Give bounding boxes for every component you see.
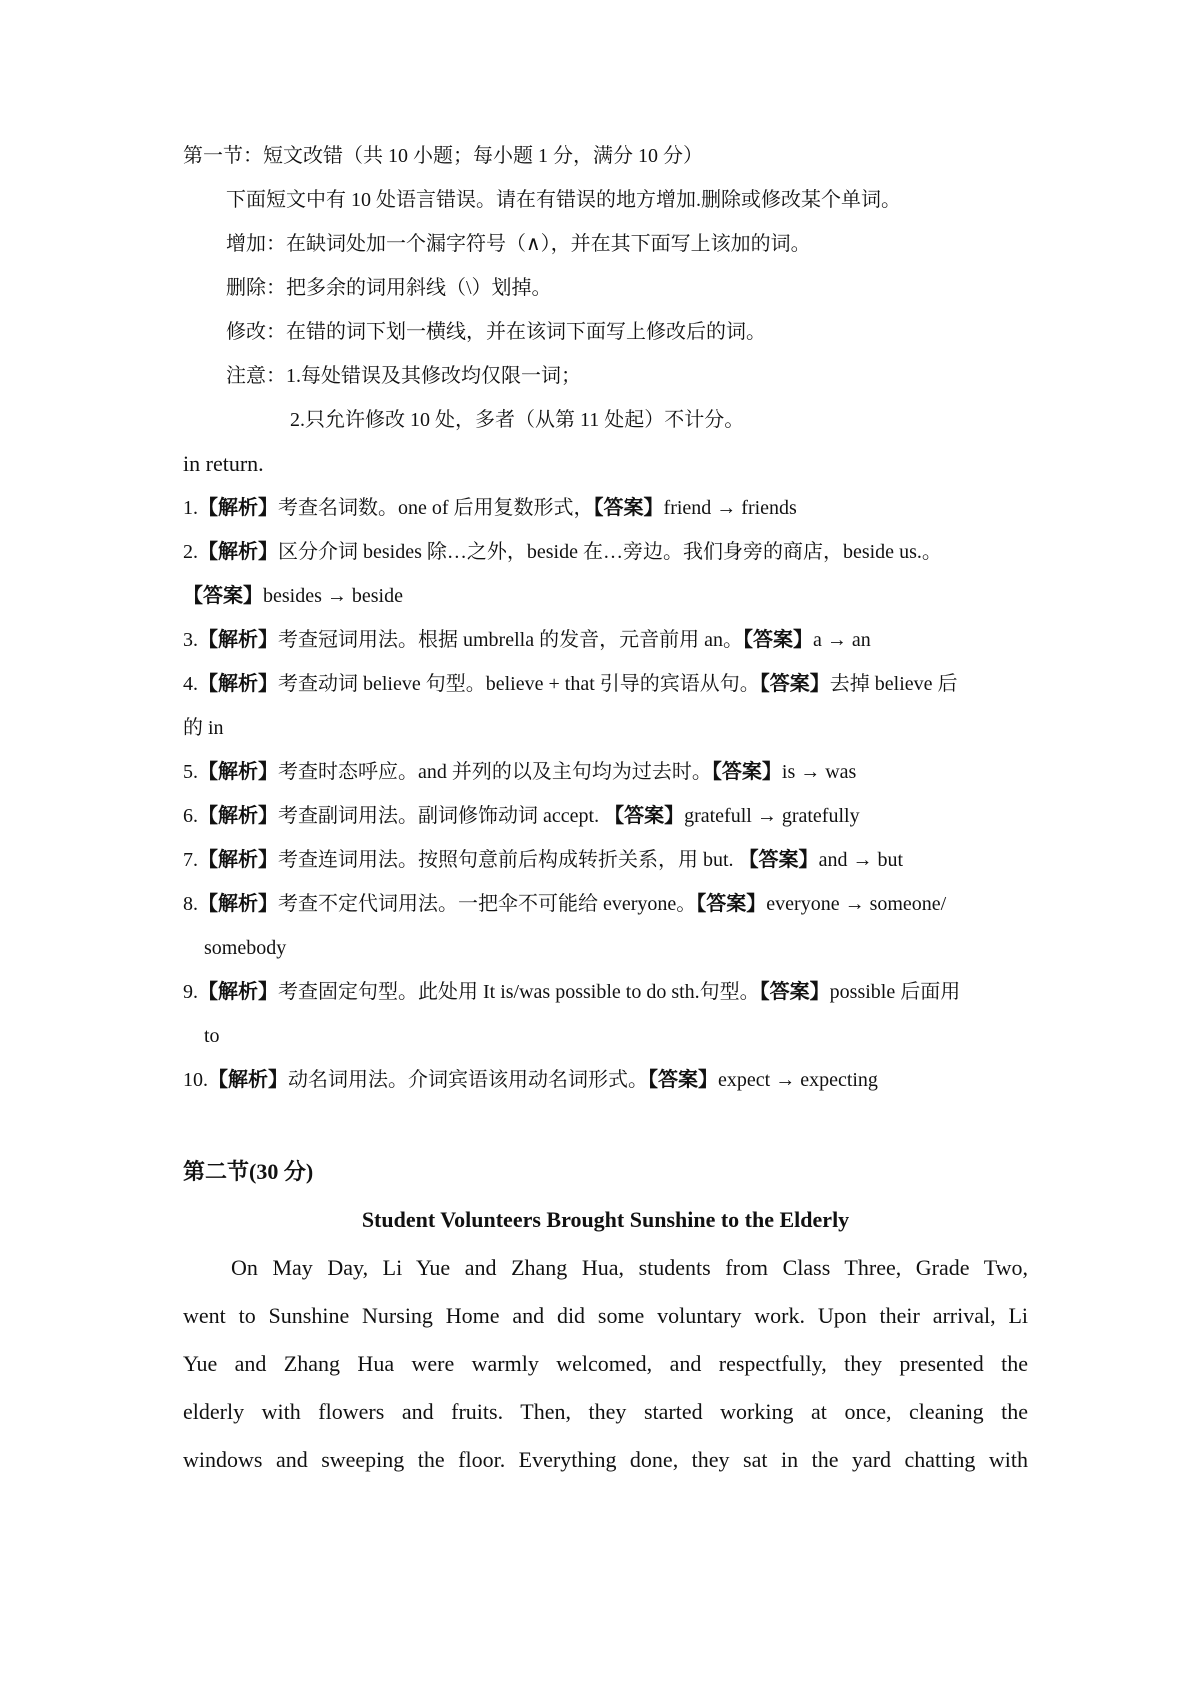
answer-item-cont: [183, 572, 1028, 620]
instruction-note2: 2.只允许修改 10 处，多者（从第 11 处起）不计分。: [290, 409, 745, 431]
essay-line: windows and sweeping the floor. Everything done, they sat in the yard chatting with: [183, 1447, 1028, 1472]
answer-text: is → was: [781, 761, 857, 783]
answer-text: a → an: [812, 629, 871, 651]
analysis-tag: 【解析】: [198, 673, 278, 695]
answer-number: 7.: [183, 849, 198, 871]
answer-item: [183, 1056, 1028, 1104]
analysis-text: 区分介词 besides 除…之外，beside 在…旁边。我们身旁的商店，beside us.。: [278, 541, 942, 563]
answer-text: besides → beside: [263, 585, 403, 607]
analysis-text: 动名词用法。介词宾语该用动名词形式。: [288, 1069, 648, 1091]
answer-tag: 【答案】: [759, 981, 830, 1003]
essay-line: Yue and Zhang Hua were warmly welcomed, and respectfully, they presented the: [183, 1351, 1028, 1376]
answer-number: 6.: [183, 805, 198, 827]
answer-tag: 【答案】: [738, 849, 819, 871]
analysis-tag: 【解析】: [198, 629, 278, 651]
analysis-tag: 【解析】: [198, 893, 278, 915]
instruction-line: 下面短文中有 10 处语言错误。请在有错误的地方增加.删除或修改某个单词。: [226, 189, 901, 211]
answer-tag: 【答案】: [604, 805, 685, 827]
essay-line: went to Sunshine Nursing Home and did some voluntary work. Upon their arrival, Li: [183, 1303, 1028, 1328]
answer-tag: 【答案】: [742, 629, 813, 651]
answer-item: [183, 748, 1028, 796]
answer-tag: 【答案】: [711, 761, 782, 783]
fragment-text: in return.: [183, 451, 264, 476]
answer-item-cont: 的 in: [183, 717, 224, 739]
answer-tag: 【答案】: [648, 1069, 718, 1091]
answer-item: [183, 484, 1028, 532]
answer-item: [183, 616, 1028, 664]
analysis-text: 考查连词用法。按照句意前后构成转折关系，用 but.: [278, 849, 739, 871]
instruction-line: 注意：1.每处错误及其修改均仅限一词；: [226, 365, 581, 387]
analysis-tag: 【解析】: [198, 849, 278, 871]
analysis-tag: 【解析】: [198, 541, 278, 563]
answer-item: [183, 836, 1028, 884]
answer-tag: 【答案】: [183, 585, 263, 607]
analysis-text: 考查固定句型。此处用 It is/was possible to do sth.句型。: [278, 981, 760, 1003]
analysis-tag: 【解析】: [198, 761, 278, 783]
answer-tag: 【答案】: [593, 497, 664, 519]
answer-text: and → but: [818, 849, 903, 871]
answer-text: gratefull → gratefully: [684, 805, 860, 827]
analysis-tag: 【解析】: [208, 1069, 288, 1091]
section1-heading: 第一节：短文改错（共 10 小题；每小题 1 分，满分 10 分）: [183, 145, 703, 167]
answer-item-cont: to: [204, 1025, 220, 1047]
answer-text: friend → friends: [663, 497, 797, 519]
answer-number: 5.: [183, 761, 198, 783]
analysis-text: 考查冠词用法。根据 umbrella 的发音，元音前用 an。: [278, 629, 743, 651]
instruction-line: 删除：把多余的词用斜线（\）划掉。: [226, 277, 552, 299]
analysis-text: 考查名词数。one of 后用复数形式，: [278, 497, 594, 519]
instruction-line: 修改：在错的词下划一横线，并在该词下面写上修改后的词。: [226, 321, 766, 343]
essay-line: On May Day, Li Yue and Zhang Hua, students from Class Three, Grade Two,: [231, 1255, 1028, 1280]
answer-item: [183, 528, 1028, 576]
instruction-line: 增加：在缺词处加一个漏字符号（∧），并在其下面写上该加的词。: [226, 233, 811, 255]
answer-number: 3.: [183, 629, 198, 651]
answer-item: [183, 968, 1028, 1016]
analysis-tag: 【解析】: [198, 497, 278, 519]
analysis-text: 考查时态呼应。and 并列的以及主句均为过去时。: [278, 761, 712, 783]
answer-number: 8.: [183, 893, 198, 915]
answer-text: 去掉 believe 后: [829, 673, 958, 695]
answer-number: 2.: [183, 541, 198, 563]
answer-number: 4.: [183, 673, 198, 695]
answer-text: everyone → someone/: [766, 893, 947, 915]
analysis-tag: 【解析】: [198, 805, 278, 827]
analysis-tag: 【解析】: [198, 981, 278, 1003]
analysis-text: 考查不定代词用法。一把伞不可能给 everyone。: [278, 893, 697, 915]
answer-number: 10.: [183, 1069, 208, 1091]
essay-paragraph: [183, 1244, 1028, 1484]
essay-line: elderly with flowers and fruits. Then, they started working at once, cleaning the: [183, 1399, 1028, 1424]
answer-text: possible 后面用: [829, 981, 961, 1003]
analysis-text: 考查副词用法。副词修饰动词 accept.: [278, 805, 605, 827]
answer-number: 1.: [183, 497, 198, 519]
answer-item: [183, 792, 1028, 840]
answer-tag: 【答案】: [696, 893, 767, 915]
answer-tag: 【答案】: [759, 673, 830, 695]
analysis-text: 考查动词 believe 句型。believe + that 引导的宾语从句。: [278, 673, 760, 695]
answer-item: [183, 660, 1028, 708]
answer-item: [183, 880, 1028, 928]
answer-item-cont: somebody: [204, 937, 287, 959]
section2-heading: 第二节(30 分): [183, 1159, 314, 1184]
answer-number: 9.: [183, 981, 198, 1003]
essay-title: Student Volunteers Brought Sunshine to the Elderly: [361, 1207, 850, 1232]
answer-text: expect → expecting: [718, 1069, 878, 1091]
